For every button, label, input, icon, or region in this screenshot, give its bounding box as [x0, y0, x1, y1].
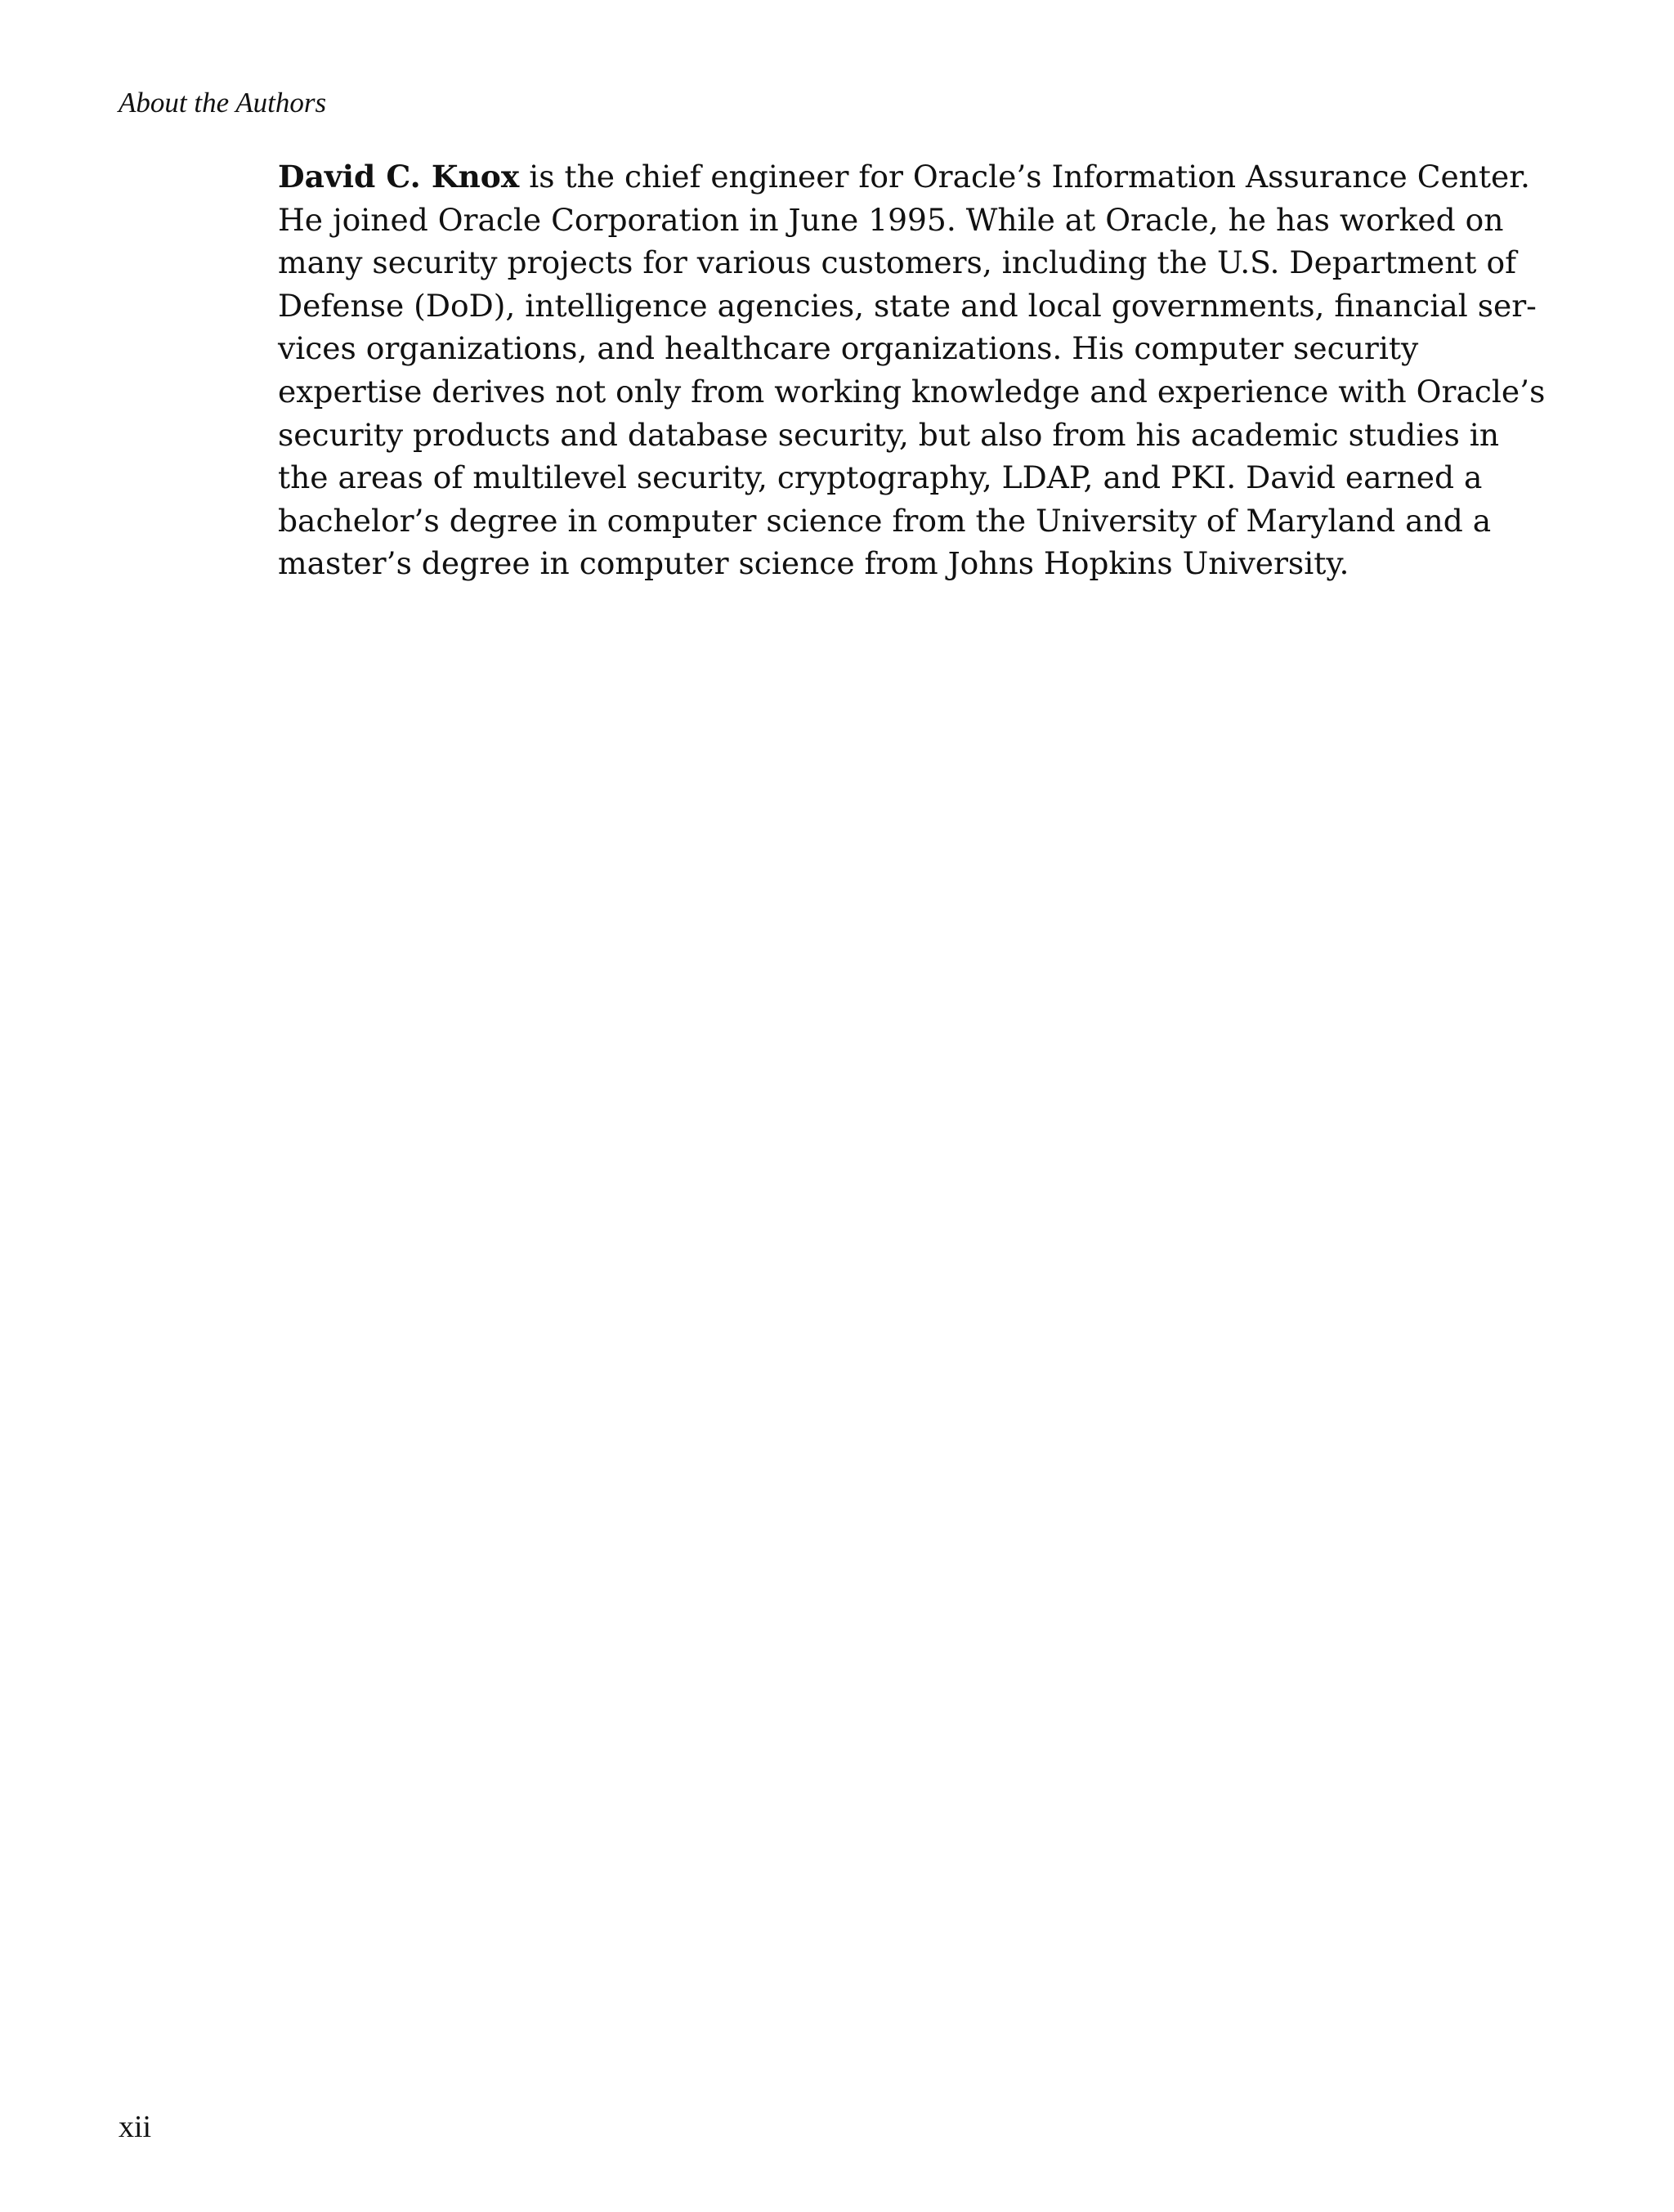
author-bio-paragraph: [278, 155, 1546, 585]
bio-line: master’s degree in computer science from Johns Hopkins University.: [278, 545, 1349, 582]
bio-line: bachelor’s degree in computer science from the University of Maryland and a: [278, 502, 1492, 539]
bio-line: Defense (DoD), intelligence agencies, state and local governments, financial ser-: [278, 287, 1537, 324]
author-name: David C. Knox: [278, 159, 520, 195]
page-number: xii: [119, 2110, 152, 2144]
bio-line: security products and database security, but also from his academic studies in: [278, 416, 1500, 453]
running-head: About the Authors: [119, 87, 327, 119]
bio-line: [278, 155, 1531, 199]
bio-first-line-text: is the chief engineer for Oracle’s Information Assurance Center.: [519, 159, 1531, 195]
bio-line: vices organizations, and healthcare organizations. His computer security: [278, 330, 1419, 367]
bio-line: many security projects for various customers, including the U.S. Department of: [278, 244, 1516, 281]
bio-line: expertise derives not only from working knowledge and experience with Oracle’s: [278, 373, 1546, 410]
bio-line: He joined Oracle Corporation in June 1995. While at Oracle, he has worked on: [278, 201, 1504, 238]
bio-line: the areas of multilevel security, cryptography, LDAP, and PKI. David earned a: [278, 459, 1483, 496]
